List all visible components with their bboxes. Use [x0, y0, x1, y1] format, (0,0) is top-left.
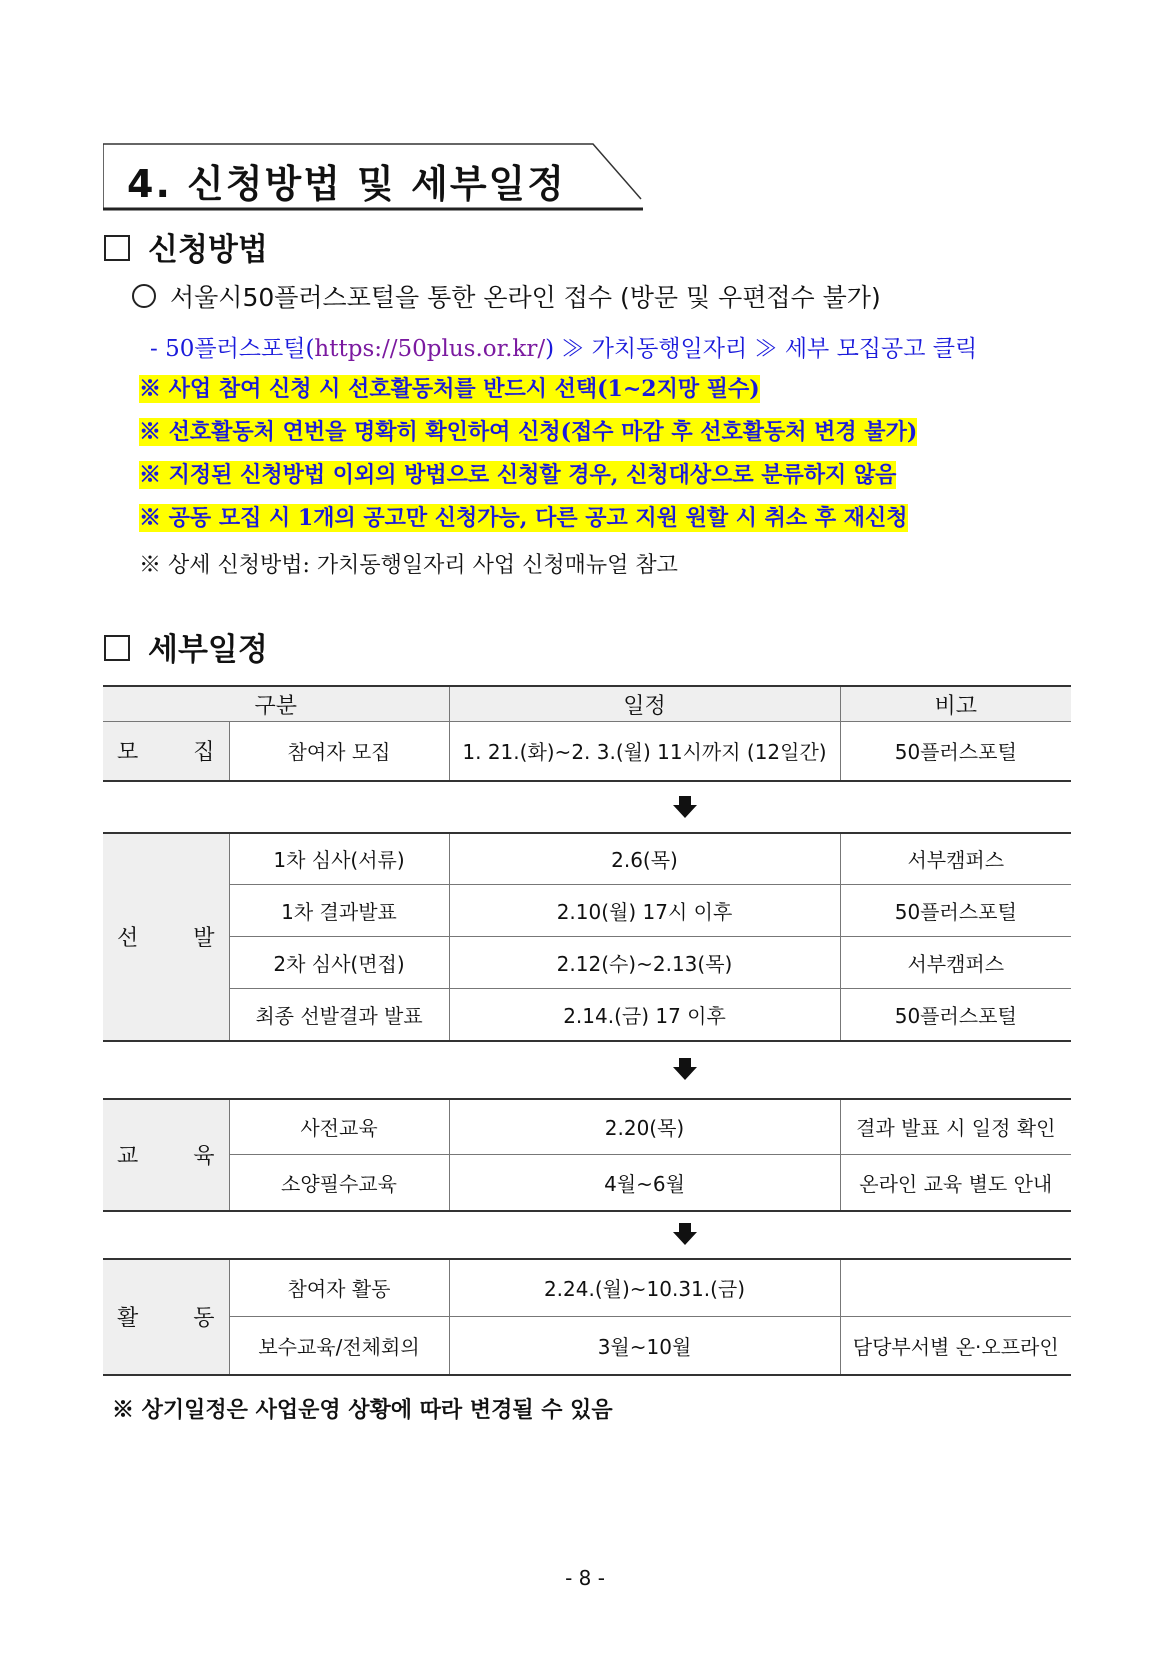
col-header-date: 일정 [449, 686, 840, 722]
item-cell: 참여자 활동 [229, 1259, 449, 1317]
note-1 [139, 372, 760, 403]
table-row [103, 833, 1071, 885]
section-title: 4. 신청방법 및 세부일정 [127, 162, 566, 206]
date-cell: 2.12(수)~2.13(목) [449, 937, 840, 989]
note-cell: 서부캠퍼스 [840, 937, 1071, 989]
note-3 [139, 458, 896, 489]
note-cell: 결과 발표 시 일정 확인 [840, 1099, 1071, 1155]
note-cell [840, 1259, 1071, 1317]
col-header-category: 구분 [103, 686, 449, 722]
link-prefix: - 50플러스포털( [150, 336, 315, 362]
date-cell: 2.6(목) [449, 833, 840, 885]
date-cell: 2.24.(월)~10.31.(금) [449, 1259, 840, 1317]
item-cell: 사전교육 [229, 1099, 449, 1155]
table-row [103, 937, 1071, 989]
col-header-note: 비고 [840, 686, 1071, 722]
apply-heading-text: 신청방법 [148, 232, 268, 268]
table-row [103, 885, 1071, 937]
date-cell: 2.10(월) 17시 이후 [449, 885, 840, 937]
schedule-heading [104, 624, 268, 669]
date-cell: 4월~6월 [449, 1155, 840, 1211]
table-row [103, 1317, 1071, 1375]
schedule-table-wrap [103, 685, 1071, 1376]
item-cell: 1차 심사(서류) [229, 833, 449, 885]
note-1-text: ※ 사업 참여 신청 시 선호활동처를 반드시 선택(1~2지망 필수) [139, 376, 760, 402]
note-2-text: ※ 선호활동처 연번을 명확히 확인하여 신청(접수 마감 후 선호활동처 변경 불가) [139, 419, 918, 445]
item-cell: 보수교육/전체회의 [229, 1317, 449, 1375]
note-3-text: ※ 지정된 신청방법 이외의 방법으로 신청할 경우, 신청대상으로 분류하지 않음 [139, 462, 897, 488]
date-cell: 2.14.(금) 17 이후 [449, 989, 840, 1041]
note-cell: 50플러스포털 [840, 989, 1071, 1041]
item-cell: 소양필수교육 [229, 1155, 449, 1211]
square-bullet-icon [104, 635, 130, 661]
note-2 [139, 415, 917, 446]
note-cell: 서부캠퍼스 [840, 833, 1071, 885]
date-cell: 3월~10월 [449, 1317, 840, 1375]
category-cell: 활 동 [103, 1259, 229, 1375]
down-arrow-icon [673, 1223, 697, 1245]
table-row [103, 989, 1071, 1041]
portal-link-line [150, 330, 977, 363]
portal-link[interactable]: https://50plus.or.kr/ [314, 336, 546, 362]
note-cell: 50플러스포털 [840, 722, 1071, 781]
note-cell: 담당부서별 온·오프라인 [840, 1317, 1071, 1375]
flow-arrow [103, 1212, 1071, 1258]
schedule-table-activity [103, 1258, 1071, 1376]
note-4 [139, 501, 908, 532]
table-row [103, 1259, 1071, 1317]
note-4-text: ※ 공동 모집 시 1개의 공고만 신청가능, 다른 공고 지원 원할 시 취소 후 재신청 [139, 505, 908, 531]
circle-bullet-icon [132, 284, 156, 308]
page-number: - 8 - [565, 1566, 605, 1590]
table-row [103, 1155, 1071, 1211]
section-header [103, 143, 643, 211]
apply-heading [104, 224, 268, 269]
table-row [103, 722, 1071, 781]
table-header-row [103, 686, 1071, 722]
table-row [103, 1099, 1071, 1155]
date-cell: 1. 21.(화)~2. 3.(월) 11시까지 (12일간) [449, 722, 840, 781]
link-suffix: ) ≫ 가치동행일자리 ≫ 세부 모집공고 클릭 [545, 336, 978, 362]
apply-bullet [132, 278, 881, 314]
item-cell: 참여자 모집 [229, 722, 449, 781]
category-cell: 선 발 [103, 833, 229, 1041]
note-plain: ※ 상세 신청방법: 가치동행일자리 사업 신청매뉴얼 참고 [139, 553, 678, 578]
flow-arrow [103, 1042, 1071, 1098]
item-cell: 최종 선발결과 발표 [229, 989, 449, 1041]
item-cell: 2차 심사(면접) [229, 937, 449, 989]
date-cell: 2.20(목) [449, 1099, 840, 1155]
flow-arrow [103, 782, 1071, 832]
schedule-table-selection [103, 832, 1071, 1042]
schedule-table-recruit [103, 685, 1071, 782]
schedule-heading-text: 세부일정 [148, 632, 268, 668]
schedule-footnote: ※ 상기일정은 사업운영 상황에 따라 변경될 수 있음 [112, 1397, 613, 1423]
category-cell: 교 육 [103, 1099, 229, 1211]
apply-bullet-text: 서울시50플러스포털을 통한 온라인 접수 (방문 및 우편접수 불가) [170, 283, 881, 312]
note-cell: 온라인 교육 별도 안내 [840, 1155, 1071, 1211]
down-arrow-icon [673, 1058, 697, 1080]
down-arrow-icon [673, 796, 697, 818]
square-bullet-icon [104, 235, 130, 261]
schedule-table-education [103, 1098, 1071, 1212]
item-cell: 1차 결과발표 [229, 885, 449, 937]
note-cell: 50플러스포털 [840, 885, 1071, 937]
category-cell: 모 집 [103, 722, 229, 781]
